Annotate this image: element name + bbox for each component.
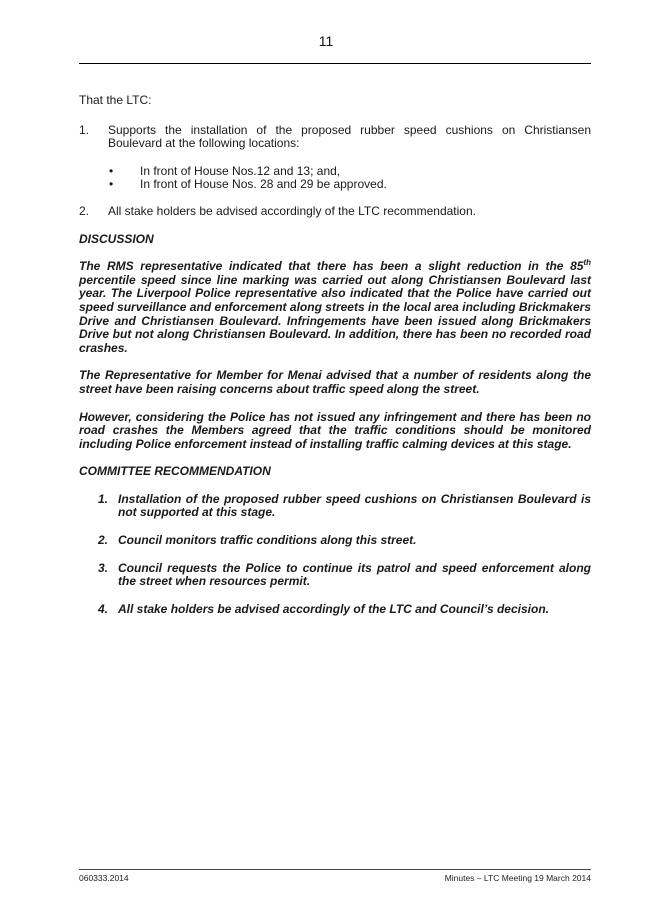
meeting-reference: Minutes – LTC Meeting 19 March 2014 — [444, 873, 591, 883]
recommendation-number: 2. — [98, 533, 109, 548]
resolution-text: All stake holders be advised accordingly of the LTC recommendation. — [108, 203, 476, 218]
discussion-paragraph-2: The Representative for Member for Menai advised that a number of residents along the street have been raising concerns about traffic speed along the street. — [79, 368, 591, 396]
discussion-paragraph-3: However, considering the Police has not issued any infringement and there has been no road crashes the Members agreed that the traffic conditions should be monitored including Police enforcement instead of installing traffic calming devices at this stage. — [79, 409, 591, 451]
location-list — [79, 165, 591, 192]
bullet-icon: • — [109, 163, 114, 178]
ordinal-suffix: th — [583, 258, 591, 268]
discussion-heading: DISCUSSION — [79, 231, 154, 246]
discussion-paragraph-1: The RMS representative indicated that there has been a slight reduction in the 85th percentile speed since line marking was carried out along Christiansen Boulevard last year. The Liverpool Police representative also indicated that the Police have carried out speed surveillance and enforcement along streets in the local area including Brickmakers Drive and Christiansen Boulevard. Infringements have been issued along Brickmakers Drive but not along Christiansen Boulevard. In addition, there has been no recorded road crashes. — [79, 258, 591, 355]
location-text: In front of House Nos. 28 and 29 be approved. — [140, 177, 387, 192]
page-number: 11 — [318, 33, 334, 49]
recommendation-text: Installation of the proposed rubber speed cushions on Christiansen Boulevard is not supported at this stage. — [118, 491, 591, 520]
resolution-item-1 — [79, 124, 591, 151]
recommendation-item-3 — [98, 562, 591, 589]
recommendation-number: 1. — [98, 491, 109, 506]
header-rule — [79, 63, 591, 64]
recommendation-item-1 — [98, 493, 591, 520]
recommendation-text: Council monitors traffic conditions along this street. — [118, 533, 417, 548]
footer-rule — [79, 869, 591, 870]
recommendation-item-4 — [98, 603, 591, 617]
resolution-number: 2. — [79, 203, 90, 218]
resolution-item-2 — [79, 205, 591, 219]
recommendation-number: 3. — [98, 560, 109, 575]
committee-recommendation-heading: COMMITTEE RECOMMENDATION — [79, 464, 271, 479]
intro-text: That the LTC: — [79, 93, 152, 107]
document-reference: 060333.2014 — [79, 873, 129, 883]
list-item — [79, 178, 591, 192]
resolution-text: Supports the installation of the proposed rubber speed cushions on Christiansen Boulevard at the following locations: — [108, 122, 591, 151]
recommendation-text: All stake holders be advised accordingly of the LTC and Council’s decision. — [118, 601, 549, 616]
list-item — [79, 165, 591, 179]
recommendation-item-2 — [98, 534, 591, 548]
resolution-number: 1. — [79, 122, 90, 137]
document-body — [79, 94, 591, 616]
bullet-icon: • — [109, 177, 114, 192]
recommendation-text: Council requests the Police to continue its patrol and speed enforcement along the street when resources permit. — [118, 560, 591, 589]
recommendation-number: 4. — [98, 601, 109, 616]
location-text: In front of House Nos.12 and 13; and, — [140, 163, 341, 178]
